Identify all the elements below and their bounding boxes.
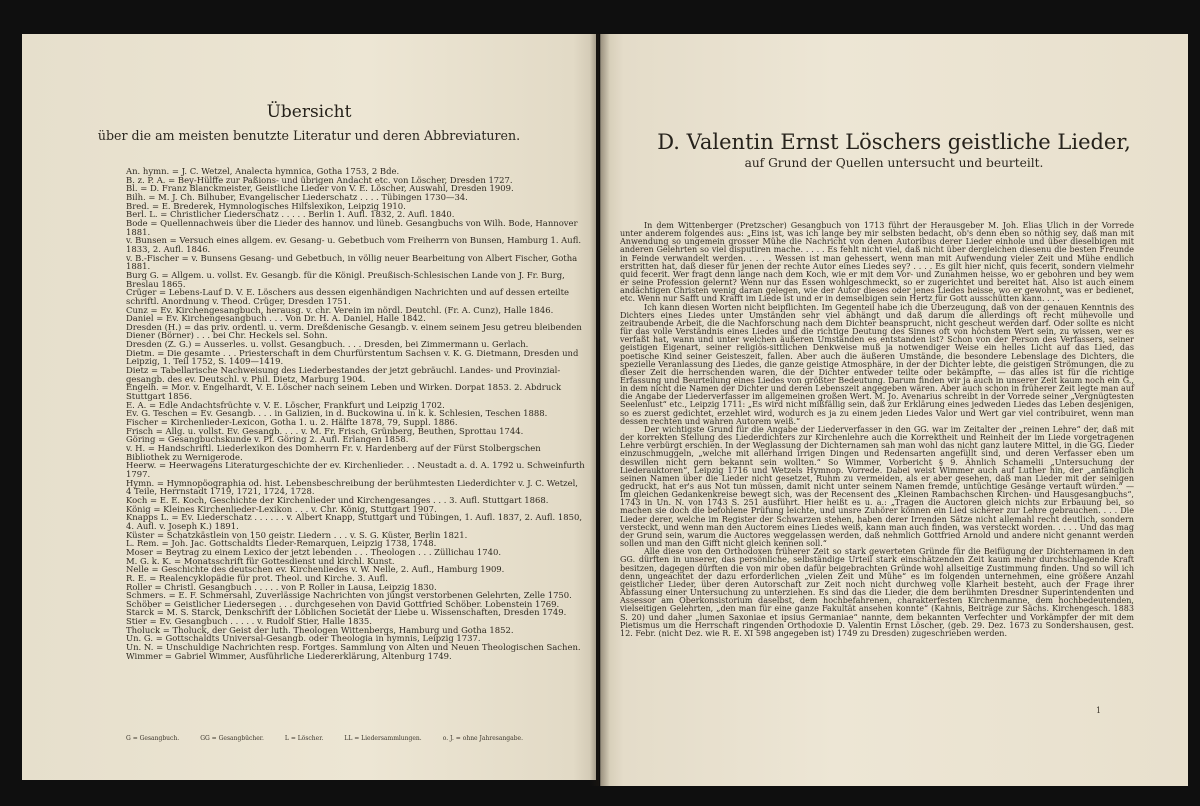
abbreviation-entry: Dresden (H.) = das priv. ordentl. u. verm. Dreßdenische Gesangb. v. einem seinem Jesu getreu bleibenden Diener (Börner) . . . bei Chr. Heckels sel. Sohn. bbox=[126, 321, 582, 341]
page-number: 1 bbox=[1096, 706, 1102, 715]
body-paragraph: In dem Wittenberger (Pretzscher) Gesangbuch von 1713 führt der Herausgeber M. Joh. Elias Ulich in der Vorrede unter anderem folgendes aus: „Eins ist, was ich lange bey mir selbsten bedacht, ob's denn eben so nöthig sey, daß man mit Anwendung so ungemein grosser Mühe die Nachricht von denen Autoribus derer Lieder einhole und über dieselbigen mit anderen Gelehrten so viel disputiren mache. . . . . Es fehlt nicht viel, daß nicht über dergleichen diesenu die besten Freunde in Feinde verwandelt werden. . . . . Wessen ist man gehessert, wenn man mit Aufwendung vieler Zeit und Mühe endlich erstritten hat, daß dieser für jenen der rechte Autor eines Liedes sey? . . . . Es gilt hier nicht, quis fecerit, sondern vielmehr quid fecerit. Wer fragt denn lange nach dem Koch, wie er mit dem Vor- und Zunahmen heisse, wo er gebohren und bey wem er seine Profession gelernt? Wenn nur das Essen wohlgeschmeckt, so er zugerichtet und bereitet hat. Also ist auch einem andächtigen Christen wenig daran gelegen, wie der Autor dieses oder jenes Liedes heisse, wo er gewohnt, was er bedienet, etc. Wenn nur Safft und Krafft im Liede ist und er in demselbigen sein Hertz für Gott ausschütten kann. . . .“ bbox=[620, 221, 1134, 304]
abbreviation-entry: L. Rem. = Joh. Jac. Gottschaldts Lieder-Remarquen, Leipzig 1738, 1748. bbox=[126, 538, 437, 549]
abbreviation-entry: Küster = Schatzkästlein von 150 geistr. Liedern . . . v. S. G. Küster, Berlin 1821. bbox=[126, 529, 468, 540]
abbreviation-entry: R. E. = Realencyklopädie für prot. Theol. und Kirche. 3. Aufl. bbox=[126, 572, 388, 583]
abbreviation-entry: Bred. = E. Brederek, Hymnologisches Hilfslexikon, Leipzig 1910. bbox=[126, 200, 406, 211]
article-subtitle: auf Grund der Quellen untersucht und beurteilt. bbox=[744, 156, 1044, 170]
abbreviation-entry: Engelh. = Mor. v. Engelhardt, V. E. Löscher nach seinem Leben und Wirken. Dorpat 1853. 2. Abdruck Stuttgart 1856. bbox=[126, 382, 562, 402]
abbreviation-entry: Bl. = D. Franz Blanckmeister, Geistliche Lieder von V. E. Löscher, Auswahl, Dresden 1909. bbox=[126, 183, 514, 194]
abbreviation-entry: Heerw. = Heerwagens Literaturgeschichte der ev. Kirchenlieder. . . Neustadt a. d. A. 1792 u. Schweinfurth 1797. bbox=[126, 460, 585, 479]
abbreviation-entry: Burg G. = Allgem. u. vollst. Ev. Gesangb. für die Königl. Preußisch-Schlesischen Lande von J. Fr. Burg, Breslau 1865. bbox=[126, 269, 565, 289]
abbreviation-entry: Roller = Christl. Gesangbuch . . . . . von P. Roller in Lausa, Leipzig 1830. bbox=[126, 581, 437, 592]
abbreviation-entry: Dresden (Z. G.) = Ausserles. u. vollst. Gesangbuch. . . . Dresden, bei Zimmermann u. Gerlach. bbox=[126, 339, 529, 350]
abbreviation-entry: Göring = Gesangbuchskunde v. Pf. Göring 2. Aufl. Erlangen 1858. bbox=[126, 434, 409, 445]
abbreviation-entry: Bode = Quellennachweis über die Lieder des hannov. und lüneb. Gesangbuchs von Wilh. Bode, Hannover 1881. bbox=[126, 217, 578, 237]
abbreviation-entry: Hymn. = Hymnopöographia od. hist. Lebensbeschreibung der berühmtesten Liederdichter v. J. C. Wetzel, 4 Teile, Herrnstadt 1719, 1721, 1724, 1728. bbox=[126, 477, 578, 497]
left-page bbox=[22, 34, 596, 780]
abbreviation-entry: Cunz = Ev. Kirchengesangbuch, herausg. v. chr. Verein im nördl. Deutchl. (Fr. A. Cunz), Halle 1846. bbox=[126, 304, 554, 315]
abbreviation-entry: Wimmer = Gabriel Wimmer, Ausführliche Liedererklärung, Altenburg 1749. bbox=[126, 650, 452, 661]
abbreviation-entry: Knapps L. = Ev. Liederschatz . . . . . . v. Albert Knapp, Stuttgart und Tübingen, 1. Aufl. 1837, 2. Aufl. 1850, 4. Aufl. v. Joseph K.) 1891. bbox=[126, 512, 583, 531]
abbreviation-entry: v. H. = Handschriftl. Liederlexikon des Domherrn Fr. v. Hardenberg auf der Fürst Stolbergschen Bibliothek zu Wernigerode. bbox=[126, 443, 541, 462]
abbreviation-entry: Koch = E. E. Koch, Geschichte der Kirchenlieder und Kirchengesanges . . . 3. Aufl. Stuttgart 1868. bbox=[126, 494, 549, 505]
abbreviation-entry: Daniel = Ev. Kirchengesangbuch . . . Von Dr. H. A. Daniel, Halle 1842. bbox=[126, 313, 426, 324]
abbreviation-legend bbox=[126, 735, 586, 742]
article-title: D. Valentin Ernst Löschers geistliche Lieder, bbox=[657, 130, 1131, 154]
abbreviation-entry: Bilh. = M. J. Ch. Bilhuber, Evangelischer Liederschatz . . . . Tübingen 1730—34. bbox=[126, 191, 468, 202]
abbreviation-entry: Crüger = Lebens-Lauf D. V. E. Löschers aus dessen eigenhändigen Nachrichten und auf dessen erteilte schriftl. Anordnung v. Theod. Crüger, Dresden 1751. bbox=[126, 287, 570, 306]
abbreviation-entry: Berl. L. = Christlicher Liederschatz . . . . . Berlin 1. Aufl. 1832, 2. Aufl. 1840. bbox=[126, 209, 455, 220]
abbreviation-entry: Dietz = Tabellarische Nachweisung des Liederbestandes der jetzt gebräuchl. Landes- und Provinzial-gesangb. des ev. Deutschl. v. Phil. Dietz, Marburg 1904. bbox=[126, 365, 561, 384]
abbreviation-entry: Un. G. = Gottschaldts Universal-Gesangb. oder Theologia in hymnis, Leipzig 1737. bbox=[126, 633, 481, 644]
right-page bbox=[600, 34, 1188, 786]
abbreviation-entry: M. G. k. K. = Monatsschrift für Gottesdienst und kirchl. Kunst. bbox=[126, 555, 395, 566]
abbreviation-entry: Stier = Ev. Gesangbuch . . . . . v. Rudolf Stier, Halle 1835. bbox=[126, 616, 372, 627]
abbreviation-entry: Moser = Beytrag zu einem Lexico der jetzt lebenden . . . Theologen . . . Züllichau 1740. bbox=[126, 546, 502, 557]
body-paragraph: Alle diese von den Orthodoxen früherer Zeit so stark gewerteten Gründe für die Beifügung der Dichternamen in den GG. dürften in unserer, das persönliche, selbständige Urteil stark einschätzenden Zeit kaum mehr durchschlagende Kraft besitzen, dagegen dürften die von mir oben dafür beigebrachten Gründe wohl allseitige Zustimmung finden. Und so will ich denn, ungeachtet der dazu erforderlichen „vielen Zeit und Mühe“ es im folgenden unternehmen, eine größere Anzahl geistlicher Lieder, über deren Autorschaft zur Zeit noch nicht durchweg volle Klarheit besteht, auch der Frage ihrer Abfassung einer Untersuchung zu unterziehen. Es sind das die Lieder, die dem berühmten Dresdner Superintendenten und Assessor am Oberkonsistorium daselbst, dem hochbefahrenen, charakterfesten Kirchenmanne, dem hochbedeutenden, vielseitigen Gelehrten, „den man für eine ganze Fakultät ansehen konnte“ (Kahnis, Beiträge zur Sächs. Kirchengesch. 1883 S. 20) und daher „lumen Saxoniae et ipsius Germaniae“ nannte, dem bekannten Verfechter und Vorkämpfer der mit dem Pietismus um die Herrschaft ringenden Orthodoxie D. Valentin Ernst Löscher, (geb. 29. Dez. 1673 zu Sondershausen, gest. 12. Febr. (nicht Dez. wie R. E. XI 598 angegeben ist) 1749 zu Dresden) zugeschrieben werden. bbox=[620, 547, 1134, 638]
abbreviation-list bbox=[126, 167, 586, 660]
body-paragraph: Der wichtigste Grund für die Angabe der Liederverfasser in den GG. war im Zeitalter der „reinen Lehre“ der, daß mit der korrekten Stellung des Liederdichters zur Kirchenlehre auch die Korrektheit und Reinheit der im Liede vorgetragenen Lehre verbürgt erschien. In der Weglassung der Dichternamen sah man wohl das nicht ganz lautere Mittel, in die GG. Lieder einzuschmuggeln, „welche mit allerhand irrigen Dingen und Redensarten angefüllt sind, und deren Verfasser eben um deswillen nicht gern bekannt sein wollten.“ So Wimmer, Vorbericht § 9. Ähnlich Schamelii „Untersuchung der Liederauktoren“, Leipzig 1716 und Wetzels Hymnop. Vorrede. Dabei weist Wimmer auch auf Luther hin, der „anfänglich seinen Namen über die Lieder nicht gesetzet, Ruhm zu vermeiden, als er aber gesehen, daß man Lieder mit der seinigen gedruckt, hat er's aus Not tun müssen, damit nicht unter seinem Namen fremde, untüchtige Gesänge vertauft würden.“ — Im gleichen Gedankenkreise bewegt sich, was der Recensent des „Kleinen Rambachschen Kirchen- und Hausgesangbuchs“, 1743 in Un. N. von 1743 S. 251 ausführt. Hier heißt es u. a.: „Tragen die Auctoren gleich nichts zur Erbauung bei, so machen sie doch die befohlene Prüfung leichte, und unsre Zuhörer können ein Lied sicherer zur Lehre gebrauchen. . . . Die Lieder derer, welche im Register der Schwarzen stehen, haben derer Irrenden Sätze nicht allemahl recht deutlich, sondern versteckt, und wenn man den Auctorem eines Liedes weiß, kann man auch finden, was versteckt worden. . . . . Und das mag der Grund sein, warum die Auctores weggelassen werden, daß nehmlich Gottfried Arnold und andere nicht genannt werden sollen und man den Gifft nicht gleich kennen soll.“ bbox=[620, 424, 1134, 549]
article-body bbox=[620, 222, 1134, 638]
abbreviation-entry: B. z. P. A. = Bey-Hülffe zur Paßions- und übrigen Andacht etc. von Löscher, Dresden 1727. bbox=[126, 174, 513, 185]
legend-item: L = Löscher. bbox=[284, 735, 324, 742]
abbreviation-entry: Schöber = Geistlicher Liedersegen . . . durchgesehen von David Gottfried Schöber. Lobenstein 1769. bbox=[126, 598, 560, 609]
abbreviation-entry: Starck = M. S. Starck, Denkschrift der Löblichen Societät der Liebe u. Wissenschaften, Dresden 1749. bbox=[126, 607, 567, 618]
abbreviation-entry: Schmers. = E. F. Schmersahl, Zuverlässige Nachrichten von jüngst verstorbenen Gelehrten, Zelle 1750. bbox=[126, 590, 572, 601]
abbreviation-entry: Frisch = Allg. u. vollst. Ev. Gesangb. . . . v. M. Fr. Frisch, Grünberg, Beuthen, Sprottau 1744. bbox=[126, 425, 524, 436]
abbreviation-entry: Un. N. = Unschuldige Nachrichten resp. Fortges. Sammlung von Alten und Neuen Theologischen Sachen. bbox=[126, 642, 581, 653]
abbreviation-entry: Nelle = Geschichte des deutschen ev. Kirchenliedes v. W. Nelle, 2. Aufl., Hamburg 1909. bbox=[126, 564, 505, 575]
abbreviation-entry: König = Kleines Kirchenlieder-Lexikon . . . v. Chr. König, Stuttgart 1907. bbox=[126, 503, 437, 514]
legend-item: G = Gesangbuch. bbox=[126, 735, 180, 742]
book-gutter bbox=[590, 34, 610, 786]
page-title: Übersicht bbox=[266, 102, 352, 122]
abbreviation-entry: An. hymn. = J. C. Wetzel, Analecta hymnica, Gotha 1753, 2 Bde. bbox=[126, 166, 400, 176]
abbreviation-entry: v. Bunsen = Versuch eines allgem. ev. Gesang- u. Gebetbuch vom Freiherrn von Bunsen, Hamburg 1. Aufl. 1833, 2. Aufl. 1846. bbox=[126, 235, 582, 254]
body-paragraph: Ich kann diesen Worten nicht beipflichten. Im Gegenteil habe ich die Überzeugung, daß von der genauen Kenntnis des Dichters eines Liedes unter Umständen sehr viel abhängt und daß darum die allerdings oft recht mühevolle und zeitraubende Arbeit, die die Nachforschung nach dem Dichter beansprucht, nicht gescheut werden darf. Oder sollte es nicht für das volle Verständnis eines Liedes und die richtige Deutung des Sinnes oft von höchstem Wert sein, zu wissen, wer es verfaßt hat, wann und unter welchen äußeren Umständen es entstanden ist? Schon von der Person des Verfassers, seiner geistigen Eigenart, seiner religiös-sittlichen Denkweise muß ja notwendiger Weise ein helles Licht auf das Lied, das poetische Kind seiner Geisteszeit, fallen. Aber auch die äußeren Umstände, die besondere Lebenslage des Dichters, die spezielle Veranlassung des Liedes, die ganze geistige Atmosphäre, in der der Dichter lebte, die geistigen Strömungen, die zu dieser Zeit die herrschenden waren, die der Dichter entweder teilte oder bekämpfte, — das alles ist für die richtige Erfassung und Beurteilung eines Liedes von größter Bedeutung. Darum finden wir ja auch in unserer Zeit kaum noch ein G., in dem nicht die Namen der Dichter und deren Lebenszeit angegeben wären. Aber auch schon in früherer Zeit legte man auf die Angabe der Liederverfasser im allgemeinen großen Wert. M. Jo. Avenarius schreibt in der Vorrede seiner „Vergnügtesten Seelenlust“ etc., Leipzig 1711: „Es wird nicht mißfällig sein, daß zur Erklärung eines jedweden Liedes das Leben desjenigen, so es zuerst gedichtet, erzehlet wird, wodurch es ja zu einem jeden Liedes Valor und Wert gar viel contribuiret, wenn man dessen rechten und wahren Autorem weiß.“ bbox=[620, 302, 1134, 426]
page-subtitle: über die am meisten benutzte Literatur und deren Abbreviaturen. bbox=[97, 128, 521, 143]
abbreviation-entry: E. A. = Edle Andachtsfrüchte v. V. E. Löscher, Frankfurt und Leipzig 1702. bbox=[126, 399, 445, 410]
abbreviation-entry: Tholuck = Tholuck, der Geist der luth. Theologen Wittenbergs, Hamburg und Gotha 1852. bbox=[126, 624, 514, 635]
legend-item: o. J. = ohne Jahresangabe. bbox=[442, 735, 524, 742]
legend-item: GG = Gesangbücher. bbox=[200, 735, 264, 742]
abbreviation-entry: v. B.-Fischer = v. Bunsens Gesang- und Gebetbuch, in völlig neuer Bearbeitung von Albert Fischer, Gotha 1881. bbox=[126, 252, 578, 272]
abbreviation-entry: Fischer = Kirchenlieder-Lexicon, Gotha 1. u. 2. Hälfte 1878, 79, Suppl. 1886. bbox=[126, 417, 458, 428]
abbreviation-entry: Ev. G. Teschen = Ev. Gesangb. . . . in Galizien, in d. Buckowina u. in k. k. Schlesien, Teschen 1888. bbox=[126, 408, 548, 419]
abbreviation-entry: Dietm. = Die gesamte . . . Priesterschaft in dem Churfürstentum Sachsen v. K. G. Dietmann, Dresden und Leipzig, 1. Teil 1752, S. 1409—1419. bbox=[126, 347, 579, 367]
legend-item: LL = Liedersammlungen. bbox=[344, 735, 422, 742]
